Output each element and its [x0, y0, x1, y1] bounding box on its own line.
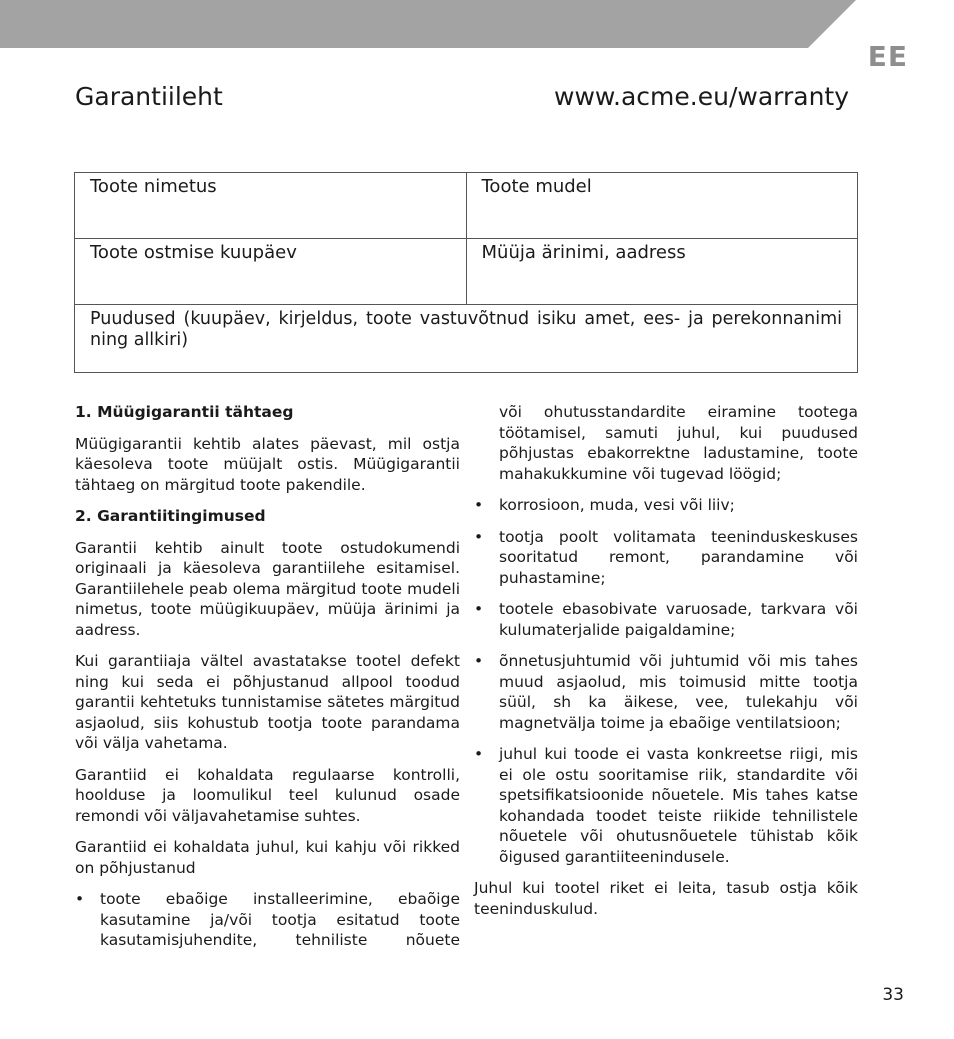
list-item [474, 599, 858, 640]
product-model-field[interactable]: Toote mudel [466, 173, 858, 239]
right-text-column [474, 402, 858, 930]
list-item-text: toote ebaõige installeerimine, ebaõige kasutamine ja/või tootja esitatud toote kasutamisjuhendite, tehniliste nõuete [100, 890, 460, 949]
warranty-url: www.acme.eu/warranty [554, 82, 850, 111]
bullet-icon: • [474, 496, 484, 514]
section-heading-warranty-terms: 2. Garantiitingimused [75, 507, 266, 525]
bullet-icon: • [474, 600, 484, 618]
warranty-form-table [74, 172, 858, 373]
list-item [474, 527, 858, 589]
list-item [75, 889, 460, 951]
bullet-icon: • [474, 527, 484, 546]
list-item-text: juhul kui toode ei vasta konkreetse riigi, mis ei ole ostu sooritamise riik, standardite või spetsifikatsioonide nõuetele. Mis tahes katse kohandada toodet teiste riikide tehnilistele nõuetele või ohutusnõuetele tühistab kõik õigused garantiiteenindusele. [499, 745, 858, 866]
seller-field[interactable]: Müüja ärinimi, aadress [466, 239, 858, 305]
list-item [474, 651, 858, 733]
closing-paragraph: Juhul kui tootel riket ei leita, tasub ostja kõik teeninduskulud. [474, 879, 858, 918]
exclusion-list [75, 889, 460, 951]
list-item-text: tootele ebasobivate varuosade, tarkvara või kulumaterjalide paigaldamine; [499, 600, 858, 639]
left-text-column [75, 402, 460, 962]
list-item-text: tootja poolt volitamata teeninduskeskuses sooritatud remont, parandamine või puhastamine; [499, 527, 858, 587]
paragraph: Kui garantiiaja vältel avastatakse tootel defekt ning kui seda ei põhjustanud allpool toodud garantii kehtetuks tunnistamise sätetes märgitud asjaolud, siis kohustub tootja toote parandama või välja vahetama. [75, 652, 460, 752]
bullet-icon: • [474, 745, 484, 763]
product-name-field[interactable]: Toote nimetus [75, 173, 467, 239]
form-row-product [75, 173, 858, 239]
purchase-date-field[interactable]: Toote ostmise kuupäev [75, 239, 467, 305]
list-item-continuation: või ohutusstandardite eiramine tootega töötamisel, samuti juhul, kui puudused põhjustas ebakorrektne ladustamine, toote mahakukkumine või tugevad löögid; [499, 403, 858, 483]
list-item [474, 495, 858, 516]
defects-field[interactable]: Puudused (kuupäev, kirjeldus, toote vastuvõtnud isiku amet, ees- ja perekonnanimi ning allkiri) [75, 305, 858, 373]
exclusion-list [474, 495, 858, 867]
paragraph: Garantiid ei kohaldata juhul, kui kahju või rikked on põhjustanud [75, 838, 460, 877]
header-decorative-bar [0, 0, 856, 48]
page-title: Garantiileht [75, 82, 223, 111]
form-row-purchase [75, 239, 858, 305]
list-item [474, 744, 858, 867]
bullet-icon: • [474, 652, 484, 670]
page-number: 33 [882, 985, 904, 1005]
paragraph: Müügigarantii kehtib alates päevast, mil ostja käesoleva toote müüjalt ostis. Müügigarantii tähtaeg on märgitud toote pakendile. [75, 434, 460, 494]
list-item-text: korrosioon, muda, vesi või liiv; [499, 496, 735, 514]
list-item-text: õnnetusjuhtumid või juhtumid või mis tahes muud asjaolud, mis toimusid mitte tootja süül, sh ka äikese, vee, tulekahju või magnetvälja toime ja ebaõige ventilatsioon; [499, 652, 858, 732]
bullet-icon: • [75, 890, 85, 908]
paragraph: Garantiid ei kohaldata regulaarse kontrolli, hoolduse ja loomulikul teel kulunud osade remondi või väljavahetamise suhtes. [75, 765, 460, 825]
section-heading-warranty-period: 1. Müügigarantii tähtaeg [75, 403, 294, 421]
paragraph: Garantii kehtib ainult toote ostudokumendi originaali ja käesoleva garantiilehe esitamisel. Garantiilehele peab olema märgitud toote mudeli nimetus, toote müügikuupäev, müüja ärinimi ja aadress. [75, 538, 460, 639]
language-code: EE [867, 40, 908, 73]
form-row-defects [75, 305, 858, 373]
